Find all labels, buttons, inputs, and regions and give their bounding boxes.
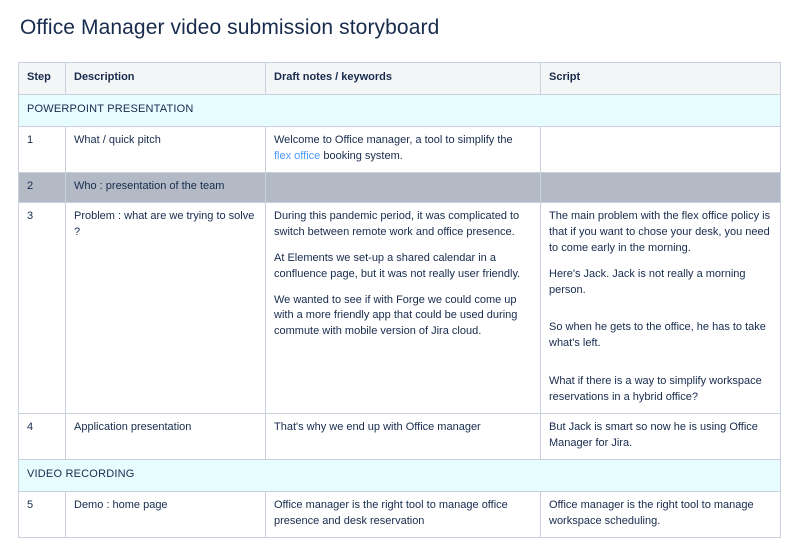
table-header-row <box>19 63 781 95</box>
section-label: VIDEO RECORDING <box>19 460 781 492</box>
table-row <box>19 414 781 460</box>
script-paragraph: What if there is a way to simplify workspace reservations in a hybrid office? <box>549 375 762 404</box>
notes-paragraph: Office manager is the right tool to manage office presence and desk reservation <box>274 499 508 527</box>
storyboard-table <box>18 62 781 538</box>
table-row <box>19 492 781 538</box>
section-row <box>19 95 781 127</box>
notes-paragraph: At Elements we set-up a shared calendar in a confluence page, but it was not really user friendly. <box>274 251 521 280</box>
cell-script <box>541 202 781 413</box>
column-header-step: Step <box>19 63 66 95</box>
cell-script <box>541 172 781 202</box>
cell-description: Application presentation <box>66 414 266 460</box>
script-paragraph: So when he gets to the office, he has to take what's left. <box>549 321 766 350</box>
cell-description: Who : presentation of the team <box>66 172 266 202</box>
cell-notes <box>266 172 541 202</box>
cell-step: 4 <box>19 414 66 460</box>
cell-script <box>541 492 781 538</box>
notes-paragraph: Welcome to Office manager, a tool to simplify the flex office booking system. <box>274 133 513 162</box>
script-paragraph: But Jack is smart so now he is using Office Manager for Jira. <box>549 421 758 450</box>
cell-step: 5 <box>19 492 66 538</box>
cell-description: What / quick pitch <box>66 126 266 172</box>
cell-notes <box>266 414 541 460</box>
notes-paragraph: We wanted to see if with Forge we could come up with a more friendly app that could be used during commute with mobile version of Jira cloud. <box>274 293 518 338</box>
cell-step: 3 <box>19 202 66 413</box>
column-header-notes: Draft notes / keywords <box>266 63 541 95</box>
cell-step: 1 <box>19 126 66 172</box>
notes-paragraph: That's why we end up with Office manager <box>274 421 481 434</box>
notes-paragraph: During this pandemic period, it was complicated to switch between remote work and office presence. <box>274 209 520 238</box>
section-row <box>19 460 781 492</box>
cell-notes <box>266 202 541 413</box>
cell-step: 2 <box>19 172 66 202</box>
cell-notes <box>266 126 541 172</box>
cell-notes <box>266 492 541 538</box>
table-row <box>19 172 781 202</box>
page-title: Office Manager video submission storyboard <box>20 16 440 39</box>
table-header <box>19 63 781 95</box>
cell-description: Demo : home page <box>66 492 266 538</box>
table-body <box>19 95 781 538</box>
script-paragraph: Office manager is the right tool to manage workspace scheduling. <box>549 499 754 527</box>
section-label: POWERPOINT PRESENTATION <box>19 95 781 127</box>
cell-script <box>541 126 781 172</box>
cell-script <box>541 414 781 460</box>
flex-office-link[interactable]: flex office <box>274 149 321 162</box>
table-row <box>19 202 781 413</box>
table-row <box>19 126 781 172</box>
column-header-script: Script <box>541 63 781 95</box>
column-header-description: Description <box>66 63 266 95</box>
script-paragraph: The main problem with the flex office policy is that if you want to chose your desk, you need to come early in the morning. <box>549 209 771 254</box>
script-paragraph: Here's Jack. Jack is not really a morning person. <box>549 267 746 296</box>
cell-description: Problem : what are we trying to solve ? <box>66 202 266 413</box>
